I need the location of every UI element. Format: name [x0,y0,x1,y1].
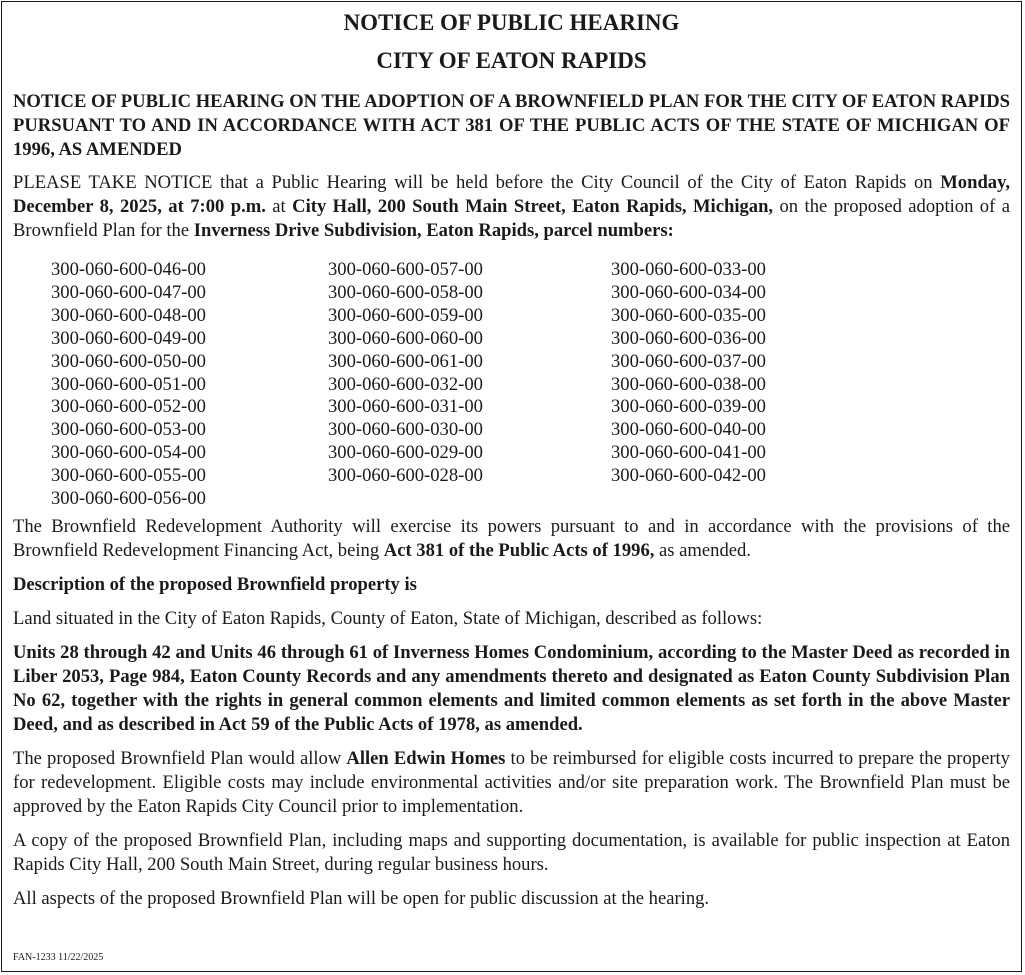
parcel-number: 300-060-600-028-00 [328,465,483,487]
public-notice [1,1,1022,972]
act-reference: Act 381 of the Public Acts of 1996, [383,540,655,561]
intro-paragraph [13,171,1010,243]
parcel-list [13,253,1010,510]
parcel-column-2 [328,259,483,488]
parcel-number: 300-060-600-058-00 [328,281,483,303]
parcel-number: 300-060-600-032-00 [328,373,483,395]
parcel-number: 300-060-600-060-00 [328,327,483,349]
parcel-number: 300-060-600-048-00 [51,304,206,326]
parcel-number: 300-060-600-038-00 [611,373,766,395]
notice-subheading: NOTICE OF PUBLIC HEARING ON THE ADOPTION OF A BROWNFIELD PLAN FOR THE CITY OF EATON RAPIDS PURSUANT TO AND IN ACCORDANCE WITH ACT 381 OF THE PUBLIC ACTS OF THE STATE OF MICHIGAN OF 1996, AS AMENDED [13,91,1010,160]
parcel-number: 300-060-600-049-00 [51,327,206,349]
parcel-number: 300-060-600-061-00 [328,350,483,372]
parcel-number: 300-060-600-040-00 [611,419,766,441]
parcel-column-3 [611,259,766,488]
description-heading: Description of the proposed Brownfield property is [13,574,417,595]
authority-text-1: The Brownfield Redevelopment Authority will exercise its powers pursuant to and in accordance with the provisions of the Brownfield Redevelopment Financing Act, being [13,516,1010,561]
parcel-number: 300-060-600-051-00 [51,373,206,395]
parcel-number: 300-060-600-030-00 [328,419,483,441]
parcel-number: 300-060-600-029-00 [328,442,483,464]
intro-text-3: on the proposed adoption of a Brownfield Plan for the [13,196,1010,241]
notice-title: NOTICE OF PUBLIC HEARING [343,10,680,35]
plan-text-1: The proposed Brownfield Plan would allow [13,748,347,769]
intro-text-1: PLEASE TAKE NOTICE that a Public Hearing will be held before the City Council of the City of Eaton Rapids on [13,172,941,193]
notice-city: CITY OF EATON RAPIDS [376,48,647,73]
parcel-column-1 [51,259,206,511]
developer-name: Allen Edwin Homes [346,748,506,769]
parcel-number: 300-060-600-036-00 [611,327,766,349]
parcel-number: 300-060-600-057-00 [328,259,483,280]
parcel-number: 300-060-600-034-00 [611,281,766,303]
parcel-number: 300-060-600-054-00 [51,442,206,464]
parcel-number: 300-060-600-039-00 [611,396,766,418]
parcel-number: 300-060-600-031-00 [328,396,483,418]
parcel-number: 300-060-600-052-00 [51,396,206,418]
hearing-location: City Hall, 200 South Main Street, Eaton Rapids, Michigan, [292,196,774,217]
parcel-number: 300-060-600-053-00 [51,419,206,441]
parcel-number: 300-060-600-035-00 [611,304,766,326]
plan-text-2: to be reimbursed for eligible costs incurred to prepare the property for redevelopment. Eligible costs may include environmental activities and/or site preparation work. The Brownfield Plan must be approved by the Eaton Rapids City Council prior to implementation. [13,748,1010,817]
plan-paragraph [13,747,1010,819]
subdivision-name: Inverness Drive Subdivision, Eaton Rapids, parcel numbers: [193,220,674,241]
copy-availability-paragraph: A copy of the proposed Brownfield Plan, including maps and supporting documentation, is available for public inspection at Eaton Rapids City Hall, 200 South Main Street, during regular business hours. [13,830,1010,875]
notice-footer-code: FAN-1233 11/22/2025 [13,952,104,963]
parcel-number: 300-060-600-037-00 [611,350,766,372]
parcel-number: 300-060-600-056-00 [51,488,206,510]
hearing-date: Monday, December 8, 2025, at 7:00 p.m. [13,172,1010,217]
parcel-number: 300-060-600-055-00 [51,465,206,487]
parcel-number: 300-060-600-050-00 [51,350,206,372]
authority-paragraph [13,515,1010,563]
legal-description: Units 28 through 42 and Units 46 through 61 of Inverness Homes Condominium, according to the Master Deed as recorded in Liber 2053, Page 984, Eaton County Records and any amendments thereto and designated as Eaton County Subdivision Plan No 62, together with the rights in general common elements and limited common elements as set forth in the above Master Deed, and as described in Act 59 of the Public Acts of 1978, as amended. [13,642,1010,735]
parcel-number: 300-060-600-047-00 [51,281,206,303]
land-paragraph: Land situated in the City of Eaton Rapids, County of Eaton, State of Michigan, described as follows: [13,608,763,629]
parcel-number: 300-060-600-059-00 [328,304,483,326]
parcel-number: 300-060-600-042-00 [611,465,766,487]
intro-text-2: at [265,196,293,217]
parcel-number: 300-060-600-033-00 [611,259,766,280]
open-discussion-paragraph: All aspects of the proposed Brownfield Plan will be open for public discussion at the hearing. [13,888,710,909]
parcel-number: 300-060-600-041-00 [611,442,766,464]
authority-text-2: as amended. [654,540,751,561]
parcel-number: 300-060-600-046-00 [51,259,206,280]
